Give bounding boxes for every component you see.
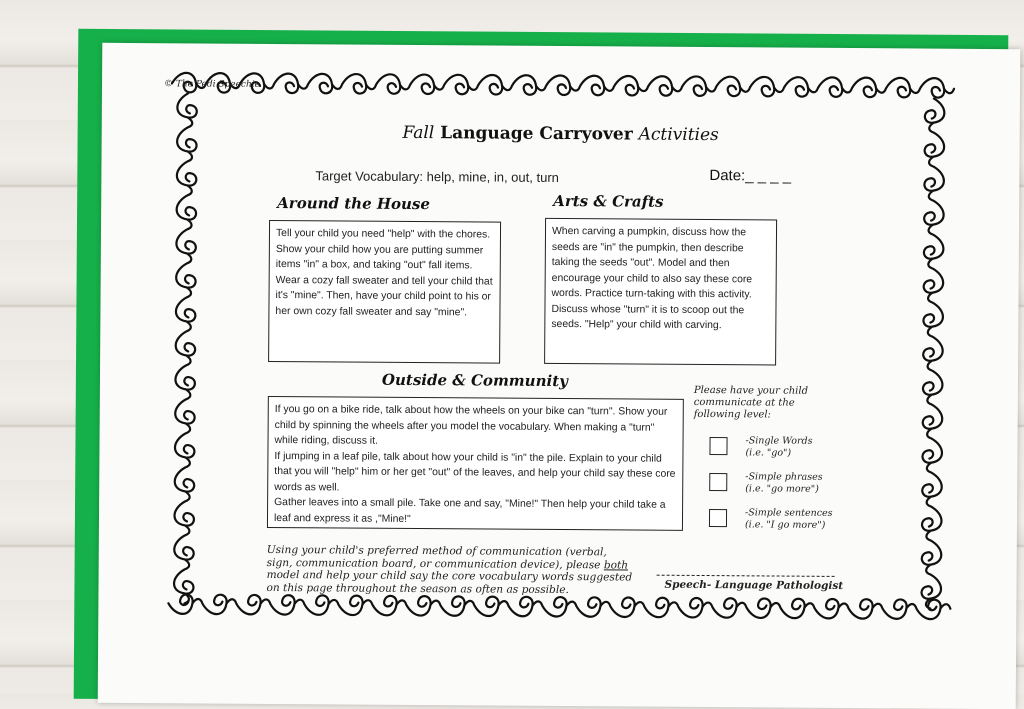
instructions-after: model and help your child say the core vocabulary words suggested on this page throughout the season as often as possible. xyxy=(266,568,633,596)
single-words-checkbox[interactable] xyxy=(709,437,727,455)
arts-and-crafts-box: When carving a pumpkin, discuss how the seeds are "in" the pumpkin, then describe taking the seeds "out". Model and then encourage your child to also say these core words. Practice turn-taking with this activity. Discuss whose "turn" it is to scoop out the seeds. "Help" your child with carving. xyxy=(544,218,777,366)
simple-phrases-example: (i.e. "go more") xyxy=(745,483,819,495)
simple-sentences-checkbox[interactable] xyxy=(709,509,727,527)
single-words-example: (i.e. "go") xyxy=(745,447,792,459)
heading-arts-and-crafts: Arts & Crafts xyxy=(553,191,664,211)
simple-sentences-text: -Simple sentences xyxy=(745,507,833,519)
simple-phrases-text: -Simple phrases xyxy=(745,471,823,483)
simple-sentences-label xyxy=(745,507,855,532)
swirl-border-bottom xyxy=(168,594,950,619)
heading-outside-and-community: Outside & Community xyxy=(381,370,568,391)
copyright-text: © The Pedi Speechie xyxy=(163,79,261,90)
simple-phrases-checkbox[interactable] xyxy=(709,473,727,491)
instructions-before: Using your child's preferred method of communication (verbal, sign, communication board, or communication device), please xyxy=(266,543,607,571)
title-language-carryover: Language Carryover xyxy=(440,123,633,145)
target-vocabulary: Target Vocabulary: help, mine, in, out, turn xyxy=(315,168,559,185)
level-prompt: Please have your child communicate at the following level: xyxy=(693,384,809,421)
single-words-text: -Single Words xyxy=(745,435,813,447)
swirl-border-top xyxy=(172,73,954,98)
swirl-border-left xyxy=(174,93,197,603)
title-fall: Fall xyxy=(402,122,435,144)
instructions-text xyxy=(266,544,634,597)
simple-sentences-example: (i.e. "I go more") xyxy=(744,519,826,531)
instructions-emphasis: both xyxy=(603,558,629,571)
simple-phrases-label xyxy=(745,471,855,496)
title-activities: Activities xyxy=(638,124,719,146)
swirl-border-right xyxy=(921,99,944,609)
around-the-house-box: Tell your child you need "help" with the chores. Show your child how you are putting summer items "in" a box, and taking "out" fall items. Wear a cozy fall sweater and tell your child that it's "mine". Then, have your child point to his or her own cozy fall sweater and say "mine". xyxy=(268,220,501,364)
worksheet-paper xyxy=(98,43,1021,709)
date-field[interactable]: Date:_ _ _ _ xyxy=(709,167,792,185)
single-words-label xyxy=(745,435,855,460)
outside-and-community-box: If you go on a bike ride, talk about how the wheels on your bike can "turn". Show your child by spinning the wheels after you model the vocabulary. When making a "turn" while riding, discuss it. If jumping in a leaf pile, talk about how your child is "in" the pile. Explain to your child that you will "help" him or her get "out" of the leaves, and help your child say these core words as well. Gather leaves into a small pile. Take one and say, "Mine!" Then help your child take a leaf and express it as ,"Mine!" xyxy=(267,396,684,531)
signature-label: Speech- Language Pathologist xyxy=(664,578,844,592)
heading-around-the-house: Around the House xyxy=(277,194,431,214)
